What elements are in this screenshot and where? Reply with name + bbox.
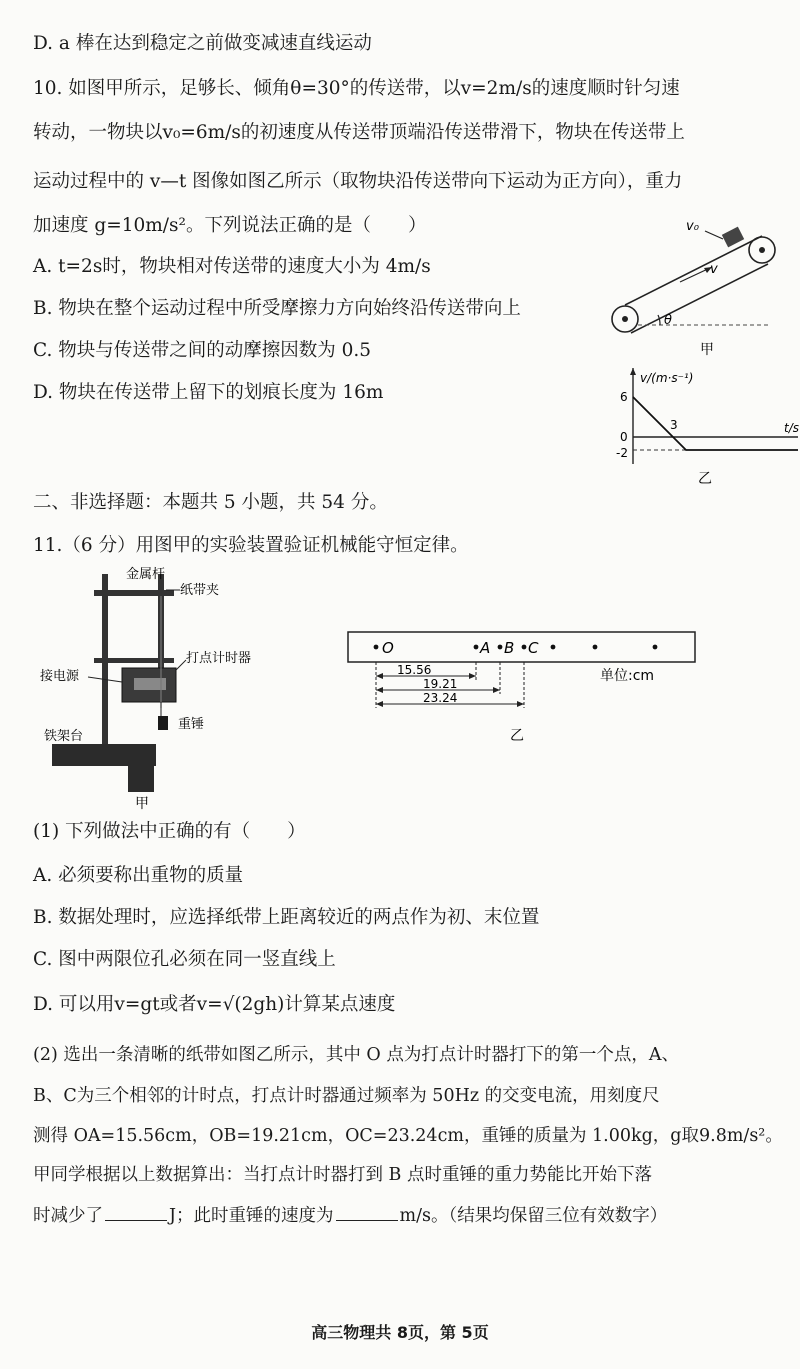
q11-fig-yi-caption: 乙	[510, 728, 524, 744]
q10-option-b: B. 物块在整个运动过程中所受摩擦力方向始终沿传送带向上	[33, 298, 521, 319]
q11-part2-line-2: B、C为三个相邻的计时点，打点计时器通过频率为 50Hz 的交变电流，用刻度尺	[33, 1086, 660, 1106]
q11-option-a: A. 必须要称出重物的质量	[33, 865, 244, 886]
dot-o	[374, 645, 379, 650]
theta-label: θ	[664, 313, 672, 328]
q10-stem-line-1: 10. 如图甲所示，足够长、倾角θ=30°的传送带，以v=2m/s的速度顺时针匀速	[33, 78, 680, 99]
tape-outline	[348, 632, 695, 662]
tick-3: 3	[670, 418, 678, 432]
tick-neg-2: -2	[616, 446, 628, 460]
q11-part2-line-4: 甲同学根据以上数据算出：当打点计时器打到 B 点时重锤的重力势能比开始下落	[33, 1165, 652, 1185]
q11-part1: (1) 下列做法中正确的有（ ）	[33, 821, 306, 842]
v-label: v	[710, 262, 718, 277]
q9-option-d: D. a 棒在达到稳定之前做变减速直线运动	[33, 33, 372, 54]
dot-a	[474, 645, 479, 650]
q10-stem-line-3: 运动过程中的 v—t 图像如图乙所示（取物块沿传送带向下运动为正方向），重力	[33, 171, 683, 192]
q11-part2-line-1: (2) 选出一条清晰的纸带如图乙所示，其中 O 点为打点计时器打下的第一个点，A、	[33, 1045, 679, 1065]
q10-conveyor-figure	[600, 212, 800, 360]
weight-block	[158, 716, 168, 730]
q11-tape-figure	[345, 628, 700, 746]
q11-apparatus-figure	[40, 566, 270, 812]
q11-title: 11.（6 分）用图甲的实验装置验证机械能守恒定律。	[33, 535, 469, 556]
q10-stem-line-2: 转动，一物块以v₀=6m/s的初速度从传送带顶端沿传送带滑下，物块在传送带上	[33, 122, 685, 143]
label-power: 接电源	[40, 669, 80, 684]
label-c: C	[528, 639, 539, 657]
label-metal-rod: 金属杆	[126, 567, 166, 582]
q11-option-b: B. 数据处理时，应选择纸带上距离较近的两点作为初、末位置	[33, 907, 540, 928]
section-2-heading: 二、非选择题：本题共 5 小题，共 54 分。	[33, 492, 388, 513]
q10-vt-graph	[600, 366, 800, 488]
q11-option-d: D. 可以用v=gt或者v=√(2gh)计算某点速度	[33, 994, 396, 1015]
dist-oc: 23.24	[423, 691, 458, 705]
answer-blank-speed[interactable]	[336, 1202, 398, 1221]
q11-part2-line-5-b: J；此时重锤的速度为	[169, 1206, 334, 1226]
t-axis-label: t/s	[784, 421, 799, 435]
q11-part2-line-5-a: 时减少了	[33, 1206, 103, 1226]
q10-option-c: C. 物块与传送带之间的动摩擦因数为 0.5	[33, 340, 372, 361]
label-tape-clip: 纸带夹	[180, 583, 220, 598]
dot-c	[522, 645, 527, 650]
block	[722, 227, 744, 248]
q11-part2-line-5-c: m/s。（结果均保留三位有效数字）	[399, 1206, 668, 1226]
label-b: B	[504, 639, 515, 657]
unit-label: 单位:cm	[600, 668, 655, 684]
q10-option-a: A. t=2s时，物块相对传送带的速度大小为 4m/s	[33, 256, 431, 277]
v0-label: v₀	[686, 219, 699, 234]
dist-oa: 15.56	[397, 663, 432, 677]
tick-0: 0	[620, 430, 628, 444]
label-a: A	[480, 639, 491, 657]
q10-stem-line-4: 加速度 g=10m/s²。下列说法正确的是（ ）	[33, 215, 427, 236]
label-iron-stand: 铁架台	[44, 729, 84, 744]
fig-yi-caption: 乙	[698, 471, 712, 487]
answer-blank-energy[interactable]	[105, 1202, 167, 1221]
v-axis-label: v/(m·s⁻¹)	[640, 371, 694, 385]
v0-arrow	[705, 231, 723, 239]
q11-part2-line-3: 测得 OA=15.56cm，OB=19.21cm，OC=23.24cm，重锤的质量为 1.00kg，g取9.8m/s²。	[33, 1126, 783, 1146]
q11-part2-line-5	[33, 1202, 667, 1228]
vt-curve	[633, 397, 798, 450]
label-o: O	[382, 639, 394, 657]
q11-option-c: C. 图中两限位孔必须在同一竖直线上	[33, 949, 336, 970]
fig-jia-caption: 甲	[700, 342, 714, 358]
conveyor-belt	[612, 236, 775, 333]
page-footer: 高三物理共 8页，第 5页	[311, 1323, 489, 1342]
label-weight: 重锤	[178, 717, 205, 732]
tick-6: 6	[620, 390, 628, 404]
dot-b	[498, 645, 503, 650]
q10-option-d: D. 物块在传送带上留下的划痕长度为 16m	[33, 382, 384, 403]
q11-fig-jia-caption: 甲	[135, 796, 149, 812]
dist-ob: 19.21	[423, 677, 458, 691]
label-spark-timer: 打点计时器	[186, 651, 252, 666]
